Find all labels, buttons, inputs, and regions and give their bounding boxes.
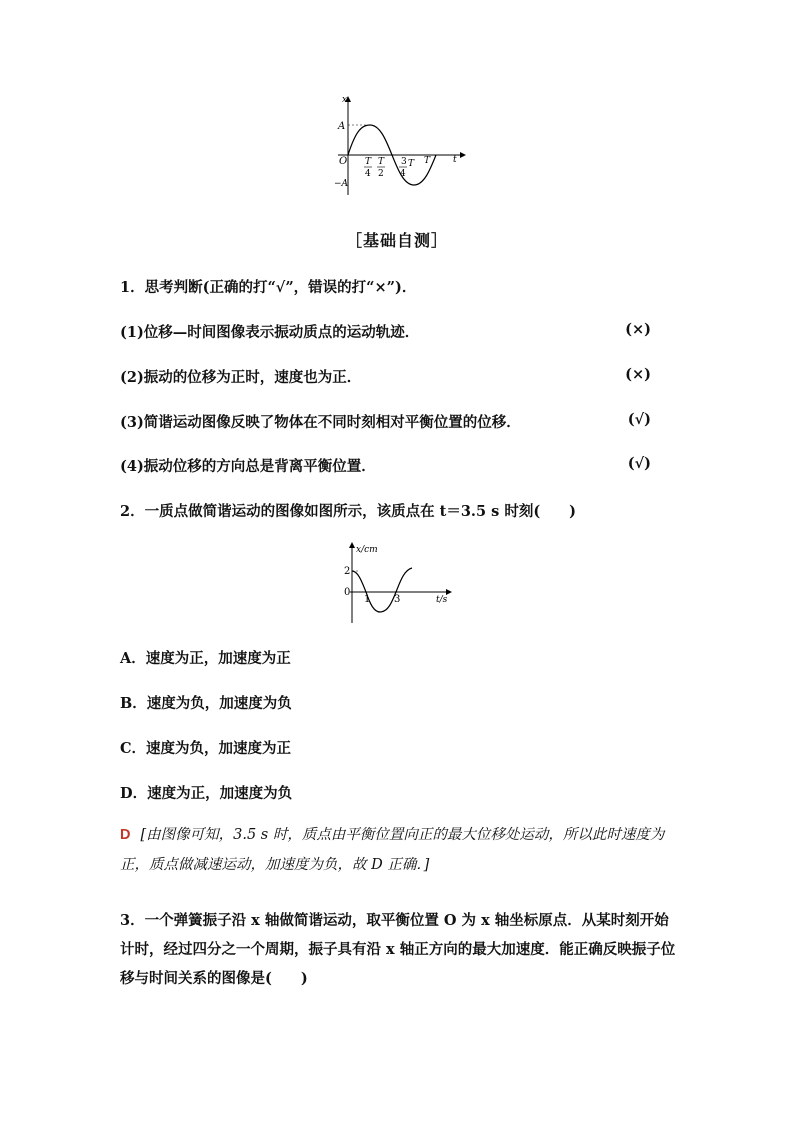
q1-item-2: (2)振动的位移为正时，速度也为正． — [120, 369, 362, 386]
tick-t2-num: T — [378, 157, 385, 167]
tick-3t4-den: 4 — [400, 169, 406, 179]
q1-item-4: (4)振动位移的方向总是背离平衡位置． — [120, 458, 376, 475]
q2-option-b: B．速度为负，加速度为负 — [120, 695, 292, 712]
section-title: ［基础自测］ — [345, 231, 448, 250]
q1-item-1-mark: (×) — [625, 321, 651, 338]
q1-item-2-mark: (×) — [625, 366, 651, 383]
q2-option-d: D．速度为正，加速度为负 — [120, 785, 293, 802]
tick-t4-den: 4 — [365, 169, 371, 179]
origin-label: 0 — [344, 587, 351, 598]
q2-answer-text: [由图像可知，3.5 s 时，质点由平衡位置向正的最大位移处运动，所以此时速度为正，质点做减速运动，加速度为负，故 D 正确．] — [120, 827, 665, 873]
q1-item-3: (3)简谐运动图像反映了物体在不同时刻相对平衡位置的位移． — [120, 414, 521, 431]
origin-label: O — [339, 156, 348, 167]
amplitude-top-label: A — [338, 121, 346, 132]
q3-stem: 3．一个弹簧振子沿 x 轴做简谐运动，取平衡位置 O 为 x 轴坐标原点．从某时刻开始计时，经过四分之一个周期，振子具有沿 x 轴正方向的最大加速度．能正确反映振子位移与时间关系的图像是( ) — [120, 912, 676, 987]
q1-item-3-mark: (√) — [627, 411, 651, 428]
tick-3t4-t: T — [408, 159, 415, 169]
x-tick-3-label: 3 — [394, 594, 401, 605]
q2-option-c: C．速度为负，加速度为正 — [120, 740, 292, 757]
x-axis-arrow — [460, 152, 466, 158]
q1-item-4-mark: (√) — [627, 455, 651, 472]
y-axis-label: x/cm — [356, 545, 378, 555]
q2-option-a: A．速度为正，加速度为正 — [120, 650, 291, 667]
q2-answer-key: D — [120, 827, 131, 843]
q1-item-1: (1)位移—时间图像表示振动质点的运动轨迹． — [120, 324, 420, 341]
x-axis-label: t — [453, 155, 457, 165]
amplitude-bottom-label: −A — [334, 179, 349, 189]
figure-cosine-graph — [338, 538, 458, 628]
y-axis-label: x — [342, 95, 348, 105]
x-tick-1-label: 1 — [364, 594, 371, 605]
q1-stem: 1．思考判断(正确的打“√”，错误的打“×”)． — [120, 279, 417, 296]
tick-3t4-num-3: 3 — [401, 157, 407, 167]
tick-t2-den: 2 — [378, 169, 384, 179]
x-axis-label: t/s — [436, 595, 448, 605]
q2-answer — [120, 820, 680, 880]
cosine-curve — [352, 568, 412, 612]
figure-sine-graph — [330, 90, 470, 200]
y-axis-arrow — [349, 542, 355, 548]
y-tick-label: 2 — [344, 566, 351, 577]
q2-stem: 2．一质点做简谐运动的图像如图所示，该质点在 t＝3.5 s 时刻( ) — [120, 503, 577, 520]
tick-period-label: T — [424, 156, 431, 166]
tick-t4-num: T — [365, 157, 372, 167]
